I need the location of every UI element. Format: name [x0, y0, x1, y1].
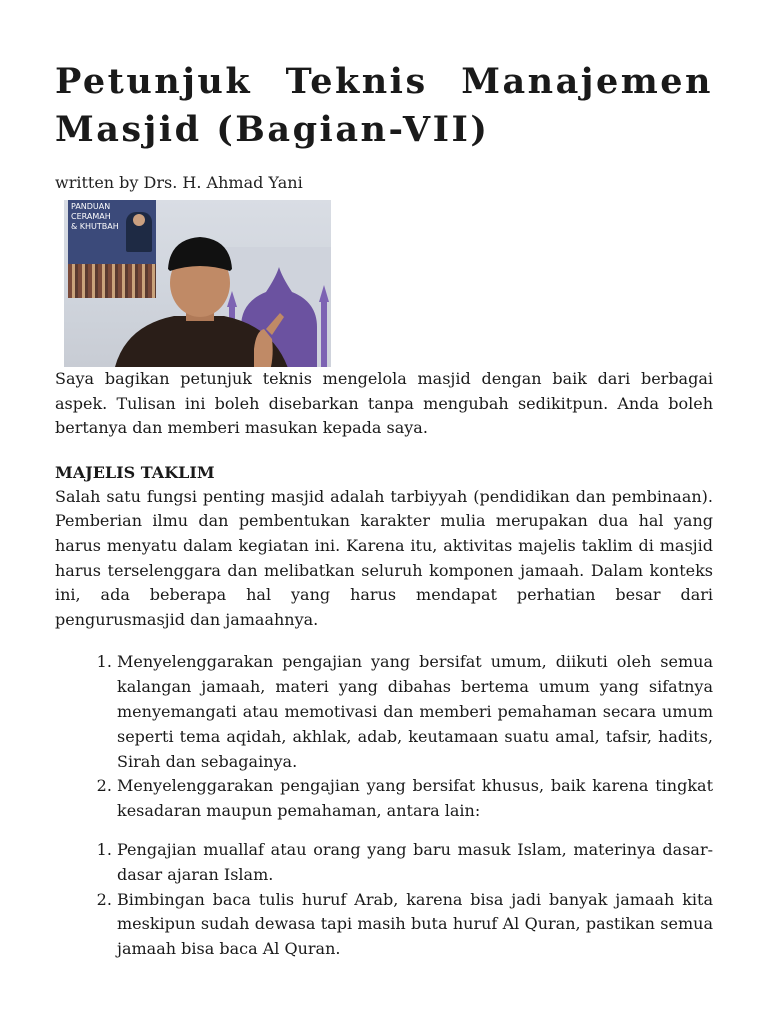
article-byline: written by Drs. H. Ahmad Yani	[55, 173, 303, 192]
intro-paragraph: Saya bagikan petunjuk teknis mengelola masjid dengan baik dari berbagai aspek. Tulisan ini boleh disebarkan tanpa mengubah sedikitpun. Anda boleh bertanya dan memberi masukan kepada saya.	[55, 369, 713, 438]
list-item: 1. Pengajian muallaf atau orang yang baru masuk Islam, materinya dasar-dasar ajaran Islam.	[117, 838, 713, 888]
numbered-list-1	[55, 650, 713, 824]
list-item: 1. Menyelenggarakan pengajian yang bersifat umum, diikuti oleh semua kalangan jamaah, materi yang dibahas bertema umum yang sifatnya menyemangati atau memotivasi dan memberi pemahaman secara umum seperti tema aqidah, akhlak, adab, keutamaan suatu amal, tafsir, hadits, Sirah dan sebagainya.	[117, 650, 713, 774]
numbered-list-2	[55, 838, 713, 962]
list-item: 2. Bimbingan baca tulis huruf Arab, karena bisa jadi banyak jamaah kita meskipun sudah dewasa tapi masih buta huruf Al Quran, pastikan semua jamaah bisa baca Al Quran.	[117, 888, 713, 962]
article	[55, 58, 713, 962]
body-paragraph: Salah satu fungsi penting masjid adalah tarbiyyah (pendidikan dan pembinaan). Pemberian ilmu dan pembentukan karakter mulia merupakan dua hal yang harus menyatu dalam kegiatan ini. Karena itu, aktivitas majelis taklim di masjid harus terselenggara dan melibatkan seluruh komponen jamaah. Dalam konteks ini, ada beberapa hal yang harus mendapat perhatian besar dari pengurusmasjid dan jamaahnya.	[55, 486, 713, 629]
speaker-figure	[104, 221, 294, 367]
poster-text: PANDUAN CERAMAH & KHUTBAH	[71, 202, 119, 231]
list-item: 2. Menyelenggarakan pengajian yang bersifat khusus, baik karena tingkat kesadaran maupun pemahaman, antara lain:	[117, 774, 713, 824]
article-photo	[64, 200, 331, 367]
article-title: Petunjuk Teknis Manajemen Masjid (Bagian-VII)	[55, 61, 713, 150]
section-heading: MAJELIS TAKLIM	[55, 462, 215, 482]
